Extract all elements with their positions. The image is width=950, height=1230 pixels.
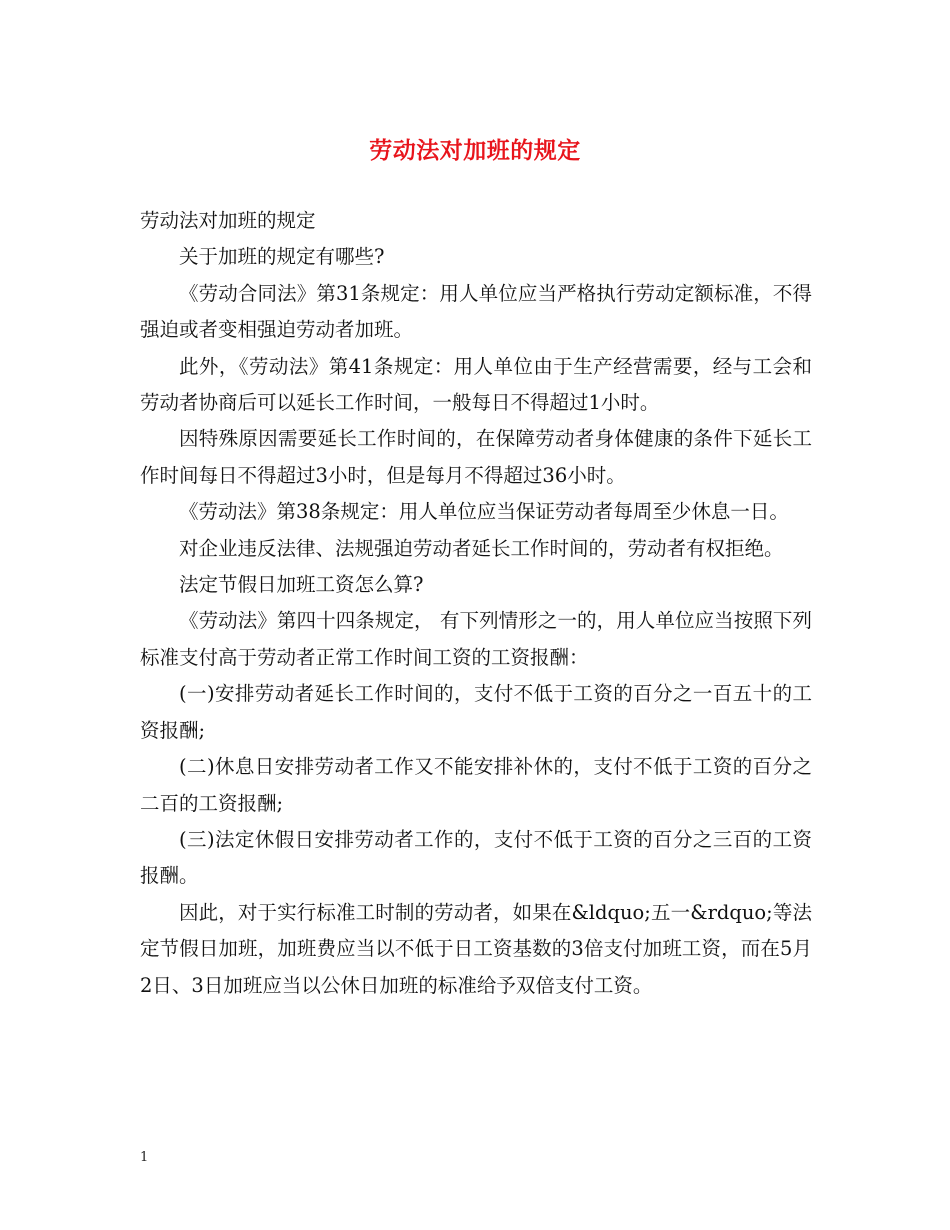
paragraph: 对企业违反法律、法规强迫劳动者延长工作时间的，劳动者有权拒绝。 [179,536,784,560]
page-number: 1 [140,1150,149,1165]
paragraph-heading: 劳动法对加班的规定 [140,209,316,232]
document-title: 劳动法对加班的规定 [369,137,581,164]
paragraph: 此外，《劳动法》第41条规定：用人单位由于生产经营需要，经与工会和劳动者协商后可以延长工作时间，一般每日不得超过1小时。 [140,354,812,415]
paragraph: 因特殊原因需要延长工作时间的，在保障劳动者身体健康的条件下延长工作时间每日不得超过3小时，但是每月不得超过36小时。 [140,427,812,487]
document-body [140,203,812,1004]
paragraph: 法定节假日加班工资怎么算? [179,573,424,597]
paragraph: 关于加班的规定有哪些? [179,245,385,269]
paragraph: 《劳动法》第38条规定：用人单位应当保证劳动者每周至少休息一日。 [179,500,789,524]
paragraph: 《劳动法》第四十四条规定， 有下列情形之一的，用人单位应当按照下列标准支付高于劳动者正常工作时间工资的工资报酬： [140,609,812,669]
paragraph: (二)休息日安排劳动者工作又不能安排补休的，支付不低于工资的百分之二百的工资报酬; [140,755,812,815]
paragraph: (一)安排劳动者延长工作时间的，支付不低于工资的百分之一百五十的工资报酬; [140,682,812,742]
paragraph: 因此，对于实行标准工时制的劳动者，如果在&ldquo;五一&rdquo;等法定节假日加班，加班费应当以不低于日工资基数的3倍支付加班工资，而在5月2日、3日加班应当以公休日加班的标准给予双倍支付工资。 [140,900,812,997]
paragraph: 《劳动合同法》第31条规定：用人单位应当严格执行劳动定额标准，不得强迫或者变相强迫劳动者加班。 [140,281,812,342]
paragraph: (三)法定休假日安排劳动者工作的，支付不低于工资的百分之三百的工资报酬。 [140,827,812,888]
